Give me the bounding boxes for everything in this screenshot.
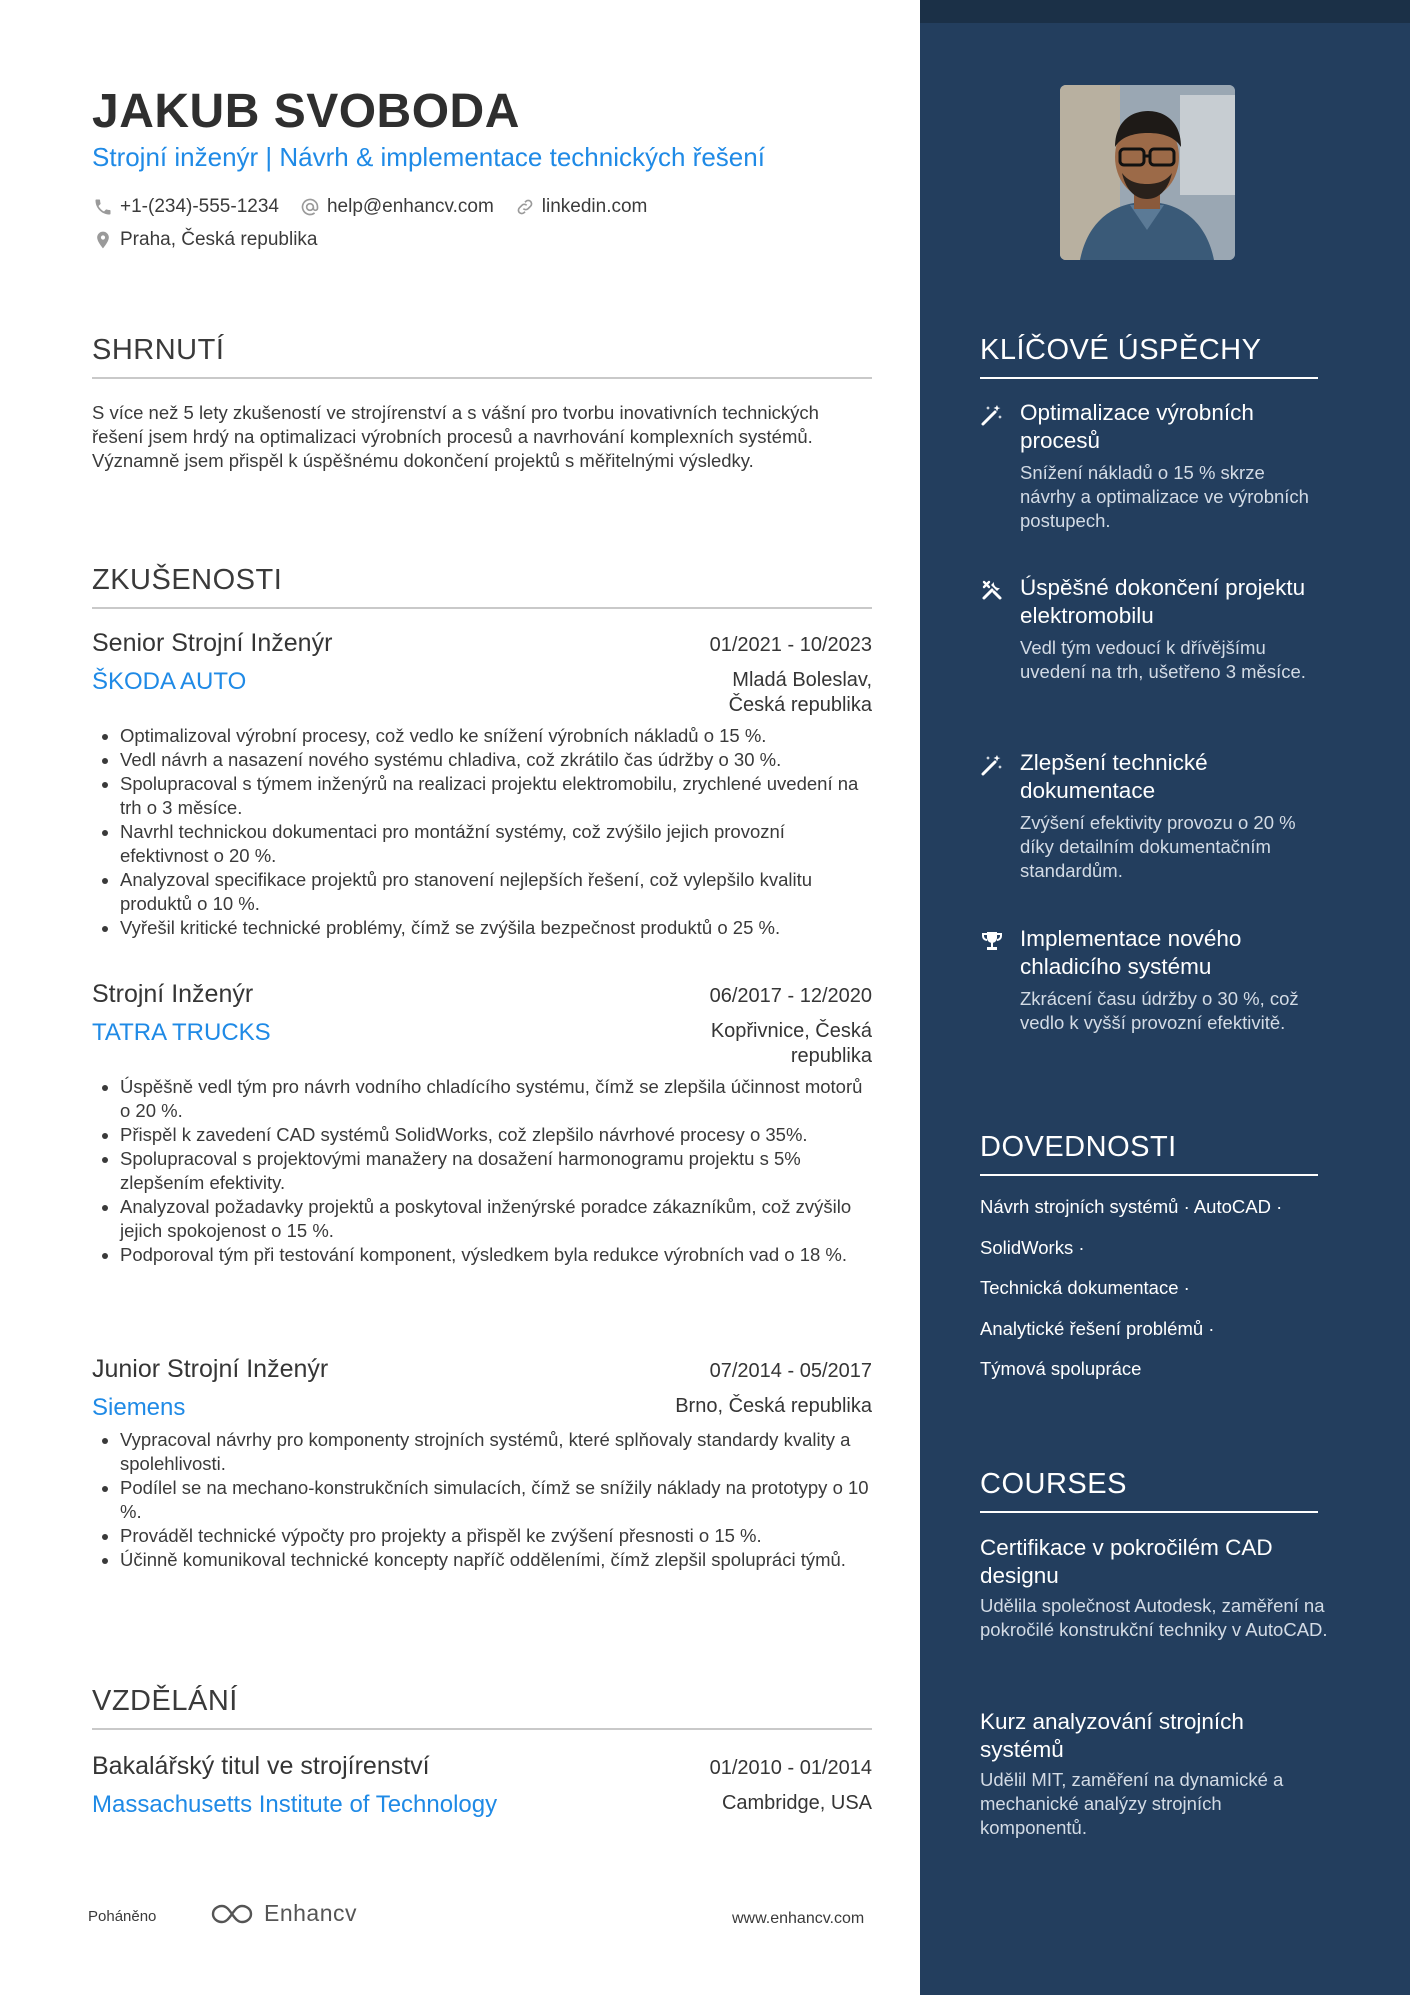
course-title: Kurz analyzování strojních systémů: [980, 1709, 1244, 1762]
contact-row: [92, 196, 667, 218]
job-bullet: • Přispěl k zavedení CAD systémů SolidWorks, což zlepšilo návrhové procesy o 35%.: [120, 1123, 872, 1147]
job-bullets: [92, 1075, 872, 1267]
education-entry: [92, 1752, 872, 1819]
achievement-title: Implementace nového chladicího systému: [1020, 926, 1242, 979]
location-text: Praha, Česká republika: [120, 229, 318, 250]
job-bullet: • Vedl návrh a nasazení nového systému chladiva, což zkrátilo čas údržby o 30 %.: [120, 748, 872, 772]
achievement-item: [980, 749, 1320, 883]
email-text: help@enhancv.com: [326, 196, 494, 217]
education-date: 01/2010 - 01/2014: [709, 1757, 872, 1779]
job-date: 01/2021 - 10/2023: [709, 634, 872, 656]
location-pin-icon: [92, 229, 114, 251]
profile-photo: [1060, 85, 1235, 260]
job-bullet: • Podílel se na mechano-konstrukčních simulacích, čímž se snížily náklady na prototypy o 10 %.: [120, 1476, 872, 1524]
location-item: [92, 229, 318, 251]
job-bullets: [92, 1428, 872, 1572]
skill-line: Návrh strojních systémů · AutoCAD ·: [980, 1196, 1283, 1217]
job-bullet: • Vyřešil kritické technické problémy, čímž se zvýšila bezpečnost produktů o 25 %.: [120, 916, 872, 940]
job-bullet: • Účinně komunikoval technické koncepty napříč odděleními, čímž zlepšil spolupráci týmů.: [120, 1548, 872, 1572]
job-title: Senior Strojní Inženýr: [92, 629, 333, 657]
contact-email[interactable]: [299, 196, 494, 218]
contact-phone[interactable]: [92, 196, 279, 218]
course-item: [980, 1708, 1330, 1840]
link-icon: [514, 196, 536, 218]
achievement-desc: Zvýšení efektivity provozu o 20 % díky detailním dokumentačním standardům.: [1020, 812, 1296, 881]
tools-icon: [980, 578, 1004, 602]
contact-linkedin[interactable]: [514, 196, 648, 218]
job-bullet: • Spolupracoval s týmem inženýrů na realizaci projektu elektromobilu, zrychlené uvedení na trh o 3 měsíce.: [120, 772, 872, 820]
enhancv-logo-icon: [208, 1901, 256, 1927]
achievement-item: [980, 574, 1320, 684]
achievement-item: [980, 399, 1320, 533]
job-bullet: • Optimalizoval výrobní procesy, což vedlo ke snížení výrobních nákladů o 15 %.: [120, 724, 872, 748]
job-location: Kopřivnice, Česká republika: [710, 1020, 872, 1067]
skill-line: Technická dokumentace ·: [980, 1277, 1190, 1298]
experience-heading: ZKUŠENOSTI: [92, 564, 872, 609]
job-company[interactable]: ŠKODA AUTO: [92, 668, 247, 695]
footer-powered: Poháněno: [88, 1908, 157, 1925]
job-entry: [92, 1355, 872, 1572]
job-bullet: • Prováděl technické výpočty pro projekty a přispěl ke zvýšení přesnosti o 15 %.: [120, 1524, 872, 1548]
skills-heading: DOVEDNOSTI: [980, 1131, 1318, 1176]
linkedin-text: linkedin.com: [541, 196, 648, 217]
job-bullet: • Analyzoval specifikace projektů pro stanovení nejlepších řešení, což vylepšilo kvalitu produktů o 10 %.: [120, 868, 872, 916]
job-bullets: [92, 724, 872, 940]
footer-url[interactable]: www.enhancv.com: [732, 1910, 865, 1927]
footer-brand-logo[interactable]: [208, 1900, 357, 1927]
job-bullet: • Úspěšně vedl tým pro návrh vodního chladícího systému, čímž se zlepšila účinnost motorů o 20 %.: [120, 1075, 872, 1123]
education-degree: Bakalářský titul ve strojírenství: [92, 1752, 430, 1780]
achievement-desc: Snížení nákladů o 15 % skrze návrhy a optimalizace ve výrobních postupech.: [1020, 462, 1309, 531]
course-title: Certifikace v pokročilém CAD designu: [980, 1535, 1273, 1588]
job-title: Junior Strojní Inženýr: [92, 1355, 329, 1383]
trophy-icon: [980, 929, 1004, 953]
job-bullet: • Navrhl technickou dokumentaci pro montážní systémy, což zvýšilo jejich provozní efektivnost o 20 %.: [120, 820, 872, 868]
job-entry: [92, 629, 872, 940]
skill-line: Analytické řešení problémů ·: [980, 1317, 1215, 1339]
job-entry: [92, 980, 872, 1267]
job-title: Strojní Inženýr: [92, 980, 254, 1008]
skill-line: SolidWorks ·: [980, 1236, 1085, 1258]
achievement-desc: Vedl tým vedoucí k dřívějšímu uvedení na trh, ušetřeno 3 měsíce.: [1020, 637, 1306, 682]
job-bullet: • Spolupracoval s projektovými manažery na dosažení harmonogramu projektu s 5% zlepšením efektivity.: [120, 1147, 872, 1195]
candidate-name: JAKUB SVOBODA: [92, 85, 520, 138]
footer-brand-text: Enhancv: [264, 1900, 358, 1926]
profile-photo-image: [1060, 85, 1235, 260]
contact-location: [92, 229, 338, 251]
education-location: Cambridge, USA: [721, 1792, 872, 1814]
skills-list: [980, 1196, 1330, 1399]
sidebar: [920, 0, 1410, 1995]
job-date: 06/2017 - 12/2020: [709, 985, 872, 1007]
achievements-heading: KLÍČOVÉ ÚSPĚCHY: [980, 334, 1318, 379]
job-date: 07/2014 - 05/2017: [709, 1360, 872, 1382]
candidate-headline: Strojní inženýr | Návrh & implementace technických řešení: [92, 142, 765, 172]
phone-text: +1-(234)-555-1234: [120, 196, 279, 217]
course-desc: Udělil MIT, zaměření na dynamické a mechanické analýzy strojních komponentů.: [980, 1769, 1284, 1838]
job-bullet: • Podporoval tým při testování komponent, výsledkem byla redukce výrobních vad o 18 %.: [120, 1243, 872, 1267]
job-company[interactable]: Siemens: [92, 1394, 186, 1421]
job-bullet: • Vypracoval návrhy pro komponenty strojních systémů, které splňovaly standardy kvality a spolehlivosti.: [120, 1428, 872, 1476]
job-location: Brno, Česká republika: [675, 1395, 872, 1417]
job-company[interactable]: TATRA TRUCKS: [92, 1019, 271, 1046]
achievement-title: Úspěšné dokončení projektu elektromobilu: [1020, 575, 1306, 628]
achievement-title: Optimalizace výrobních procesů: [1020, 400, 1254, 453]
magic-wand-icon: [980, 403, 1004, 427]
course-item: [980, 1534, 1330, 1642]
at-icon: [299, 196, 321, 218]
achievement-title: Zlepšení technické dokumentace: [1020, 750, 1208, 803]
phone-icon: [92, 196, 114, 218]
job-bullet: • Analyzoval požadavky projektů a poskytoval inženýrské poradce zákazníkům, což zvýšilo jejich spokojenost o 15 %.: [120, 1195, 872, 1243]
magic-wand-icon: [980, 753, 1004, 777]
summary-heading: SHRNUTÍ: [92, 334, 872, 379]
job-location: Mladá Boleslav, Česká republika: [728, 669, 872, 716]
education-school[interactable]: Massachusetts Institute of Technology: [92, 1791, 498, 1818]
summary-text: S více než 5 lety zkušeností ve strojírenství a s vášní pro tvorbu inovativních technických řešení jsem hrdý na optimalizaci výrobních procesů a navrhování komplexních systémů. Významně jsem přispěl k úspěšnému dokončení projektů s měřitelnými výsledky.: [92, 402, 819, 471]
course-desc: Udělila společnost Autodesk, zaměření na pokročilé konstrukční techniky v AutoCAD.: [980, 1595, 1328, 1640]
education-heading: VZDĚLÁNÍ: [92, 1685, 872, 1730]
sidebar-top-band: [920, 0, 1410, 23]
courses-heading: COURSES: [980, 1468, 1318, 1513]
skill-line: Týmová spolupráce: [980, 1358, 1142, 1379]
achievement-item: [980, 925, 1320, 1035]
achievement-desc: Zkrácení času údržby o 30 %, což vedlo k vyšší provozní efektivitě.: [1020, 988, 1299, 1033]
